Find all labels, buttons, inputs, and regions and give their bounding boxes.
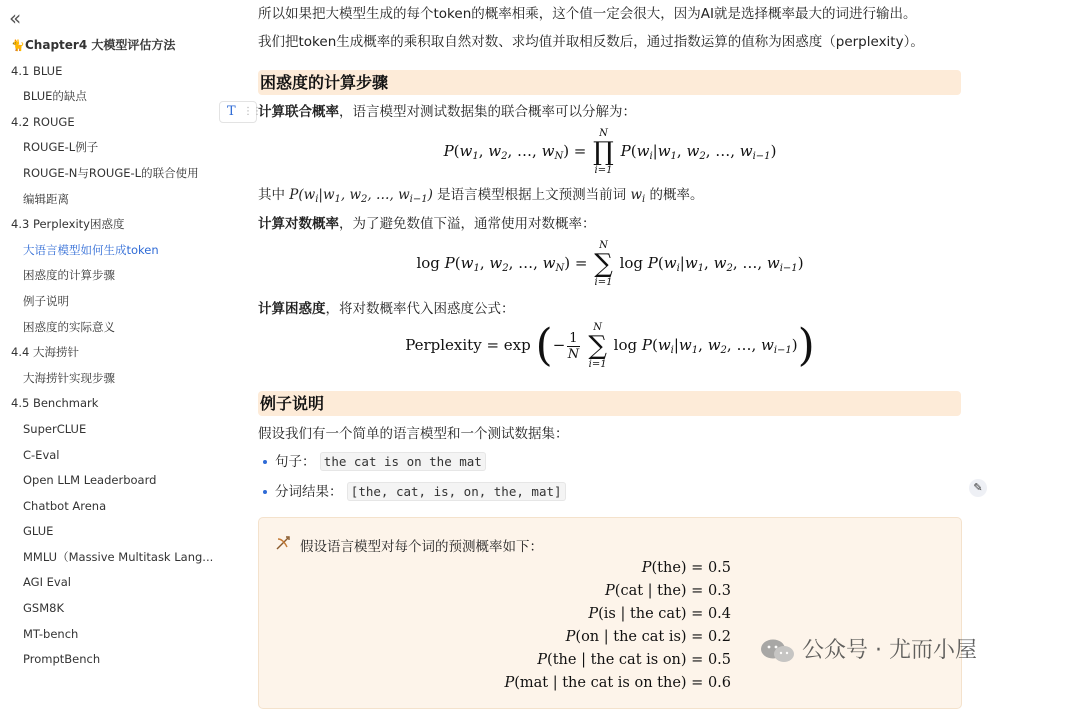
callout-header xyxy=(275,535,543,556)
prob-word: cat xyxy=(620,583,644,599)
step2-text: ，为了避免数值下溢，通常使用对数概率： xyxy=(339,216,596,232)
step1-bold: 计算联合概率 xyxy=(258,104,339,120)
intro-paragraph-2: 我们把token生成概率的乘积取自然对数、求均值并取相反数后，通过指数运算的值称为困惑度（perplexity）。 xyxy=(258,34,924,50)
step1-paragraph xyxy=(258,102,636,122)
step3-bold: 计算困惑度 xyxy=(258,301,326,317)
sidebar-item[interactable] xyxy=(0,366,215,392)
sidebar-item-label: BLUE的缺点 xyxy=(23,89,87,104)
sidebar-item[interactable] xyxy=(0,391,215,417)
prob-value: 0.2 xyxy=(707,629,731,645)
section-heading-example: 例子说明 xyxy=(258,391,961,416)
bullet-tokens-label: 分词结果： xyxy=(275,484,343,500)
explain-paragraph xyxy=(258,185,704,210)
sidebar-item-label: 4.1 BLUE xyxy=(11,63,63,78)
step3-paragraph xyxy=(258,299,515,319)
formula-perplexity: Perplexity = exp (− $\frac{1}{N}$ N ∑ i=1 $\log P(w_i|w_1$, $w_2$, …, $w_{i-1}$)) xyxy=(405,320,815,371)
sidebar-item-label: Chatbot Arena xyxy=(23,498,107,513)
sentence-code: the cat is on the mat xyxy=(320,452,486,471)
sidebar-item-label: 4.3 Perplexity困惑度 xyxy=(11,217,125,232)
sidebar-item-label: 4.2 ROUGE xyxy=(11,114,75,129)
prob-context: the cat xyxy=(629,606,681,622)
bullet-tokens xyxy=(258,482,566,502)
sidebar-item-label: AGI Eval xyxy=(23,575,71,590)
sidebar-item[interactable] xyxy=(0,59,215,85)
sidebar-item-label: 困惑度的计算步骤 xyxy=(23,268,115,283)
sidebar-item[interactable] xyxy=(0,519,215,545)
prob-value: 0.6 xyxy=(707,675,731,691)
collapse-sidebar-icon[interactable]: « xyxy=(9,6,22,30)
toc-list xyxy=(0,33,215,673)
edit-icon[interactable]: ✎ xyxy=(969,479,987,497)
probability-row: P(the | the cat is on) = 0.5 xyxy=(537,652,731,668)
sidebar-toc xyxy=(0,0,215,693)
sidebar-item[interactable] xyxy=(0,570,215,596)
sidebar-item[interactable] xyxy=(0,84,215,110)
probability-row: P(on | the cat is) = 0.2 xyxy=(565,629,731,645)
conditional-prob-inline: $P(w_i|w_1$, $w_2$, …, $w_{i-1}$) xyxy=(289,187,433,205)
chapter-icon: 🐈 xyxy=(11,39,25,52)
tokens-code: [the, cat, is, on, the, mat] xyxy=(347,482,566,501)
prob-context: the xyxy=(657,583,681,599)
sidebar-item-label: PromptBench xyxy=(23,652,101,667)
callout-block xyxy=(258,517,962,709)
current-word-inline: $w_i$ xyxy=(630,187,646,205)
wechat-logo-icon xyxy=(760,638,796,664)
prob-context: the cat is on the xyxy=(562,675,681,691)
sidebar-item[interactable] xyxy=(0,340,215,366)
sidebar-item-label: MMLU（Massive Multitask Lang... xyxy=(23,549,214,564)
explain-mid: 是语言模型根据上文预测当前词 xyxy=(437,187,627,203)
prob-context: the cat is xyxy=(613,629,681,645)
sidebar-item-label: Chapter4 大模型评估方法 xyxy=(25,38,176,52)
sidebar-item[interactable] xyxy=(0,33,215,59)
probability-row: P(is | the cat) = 0.4 xyxy=(588,606,731,622)
sidebar-item[interactable] xyxy=(0,315,215,341)
sidebar-item-label: 大海捞针实现步骤 xyxy=(23,370,115,385)
sidebar-item-label: SuperCLUE xyxy=(23,421,87,436)
formula-log-probability: $\log P(w_1$, $w_2$, …, $w_N$) = N ∑ i=1 $\log P(w_i|w_1$, $w_2$, …, $w_{i-1}$) xyxy=(416,240,804,288)
prob-word: mat xyxy=(519,675,549,691)
probability-row: P(mat | the cat is on the) = 0.6 xyxy=(504,675,731,691)
step1-text: ，语言模型对测试数据集的联合概率可以分解为： xyxy=(339,104,636,120)
step2-bold: 计算对数概率 xyxy=(258,216,339,232)
prob-word: on xyxy=(581,629,600,645)
drag-handle-icon[interactable]: ⋮⋮ xyxy=(243,106,261,117)
step2-paragraph xyxy=(258,214,596,234)
sidebar-item-label: 编辑距离 xyxy=(23,191,69,206)
sidebar-item[interactable] xyxy=(0,161,215,187)
sidebar-item-label: GLUE xyxy=(23,524,54,539)
sidebar-item-label: ROUGE-L例子 xyxy=(23,140,99,155)
sidebar-item-label: C-Eval xyxy=(23,447,60,462)
sidebar-item-label: 4.4 大海捞针 xyxy=(11,345,79,360)
sidebar-item[interactable] xyxy=(0,263,215,289)
text-format-tool[interactable] xyxy=(219,101,261,123)
prob-value: 0.5 xyxy=(707,652,731,668)
sidebar-item-label: 困惑度的实际意义 xyxy=(23,319,115,334)
sidebar-item[interactable] xyxy=(0,596,215,622)
sidebar-item[interactable] xyxy=(0,647,215,673)
sidebar-item-label: MT-bench xyxy=(23,626,79,641)
explain-prefix: 其中 xyxy=(258,187,285,203)
intro-paragraph-1: 所以如果把大模型生成的每个token的概率相乘，这个值一定会很大，因为AI就是选择概率最大的词进行输出。 xyxy=(258,6,917,22)
callout-text: 假设语言模型对每个词的预测概率如下： xyxy=(300,539,543,555)
bullet-sentence xyxy=(258,452,486,472)
sidebar-item[interactable] xyxy=(0,417,215,443)
sidebar-item[interactable] xyxy=(0,289,215,315)
prob-word: the xyxy=(657,560,681,576)
sidebar-item-label: ROUGE-N与ROUGE-L的联合使用 xyxy=(23,165,199,180)
sidebar-item[interactable] xyxy=(0,238,215,264)
prob-value: 0.5 xyxy=(707,560,731,576)
probability-row: P(cat | the) = 0.3 xyxy=(605,583,731,599)
bow-arrow-icon xyxy=(275,535,293,556)
sidebar-item-label: Open LLM Leaderboard xyxy=(23,473,157,488)
formula-joint-probability: $P(w_1$, $w_2$, …, $w_N$) = N ∏ i=1 $P(w_i|w_1$, $w_2$, …, $w_{i-1}$) xyxy=(443,128,777,176)
sidebar-item[interactable] xyxy=(0,494,215,520)
prob-context: the cat is on xyxy=(590,652,681,668)
sidebar-item[interactable] xyxy=(0,110,215,136)
perplexity-word: Perplexity xyxy=(405,336,482,354)
sidebar-item-label: 大语言模型如何生成token xyxy=(23,242,159,257)
sidebar-item-label: 例子说明 xyxy=(23,293,69,308)
section-heading-steps: 困惑度的计算步骤 xyxy=(258,70,961,95)
explain-suffix: 的概率。 xyxy=(649,187,704,203)
sidebar-item[interactable] xyxy=(0,187,215,213)
probability-row: P(the) = 0.5 xyxy=(641,560,731,576)
example-intro: 假设我们有一个简单的语言模型和一个测试数据集： xyxy=(258,426,569,442)
watermark xyxy=(760,636,977,666)
sidebar-item-label: 4.5 Benchmark xyxy=(11,396,99,411)
bullet-sentence-label: 句子： xyxy=(275,454,316,470)
prob-value: 0.4 xyxy=(707,606,731,622)
sidebar-item[interactable] xyxy=(0,212,215,238)
sidebar-item-label: GSM8K xyxy=(23,601,64,616)
text-format-icon: T xyxy=(227,104,236,119)
sidebar-item[interactable] xyxy=(0,545,215,571)
sidebar-item[interactable] xyxy=(0,135,215,161)
sidebar-item[interactable] xyxy=(0,468,215,494)
step3-text: ，将对数概率代入困惑度公式： xyxy=(325,301,515,317)
sidebar-item[interactable] xyxy=(0,622,215,648)
prob-word: the xyxy=(552,652,577,668)
watermark-text: 公众号 · 尤而小屋 xyxy=(802,638,977,663)
sidebar-item[interactable] xyxy=(0,443,215,469)
prob-value: 0.3 xyxy=(707,583,731,599)
prob-word: is xyxy=(603,606,616,622)
